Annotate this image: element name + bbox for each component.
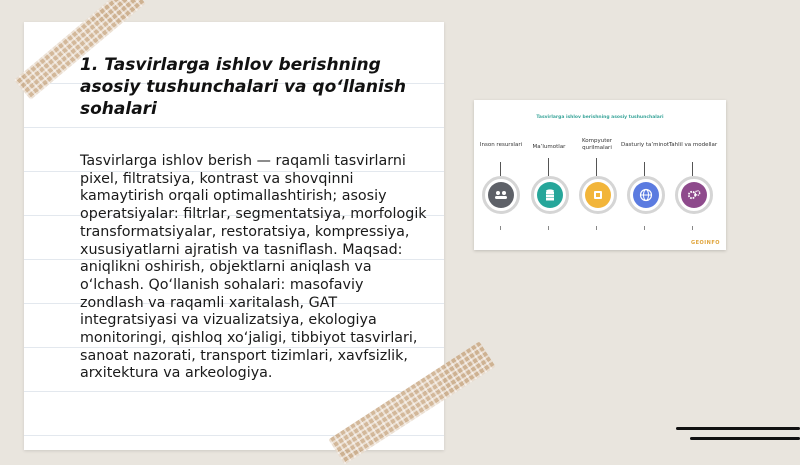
infographic-label-3: Kompyuter qurilmalari	[581, 138, 613, 151]
connector-line	[548, 158, 549, 176]
connector-line	[500, 162, 501, 176]
infographic-title: Tasvirlarga ishlov berishning asosiy tushunchalari	[536, 115, 664, 120]
chip-icon	[585, 182, 611, 208]
tick-mark	[644, 226, 645, 230]
decorative-stroke	[676, 427, 800, 430]
infographic-label-2: Ma’lumotlar	[532, 144, 566, 150]
connector-line	[596, 158, 597, 176]
database-icon	[537, 182, 563, 208]
connector-line	[692, 162, 693, 176]
brand-logo: GEOINFO	[691, 240, 720, 246]
people-icon	[488, 182, 514, 208]
connector-line	[644, 162, 645, 176]
infographic-label-1: Inson resurslari	[479, 142, 523, 148]
decorative-stroke	[690, 437, 800, 440]
gears-icon	[681, 182, 707, 208]
tick-mark	[596, 226, 597, 230]
tick-mark	[500, 226, 501, 230]
infographic-image	[474, 100, 726, 250]
infographic-label-5: Tahlil va modellar	[668, 142, 718, 148]
tick-mark	[548, 226, 549, 230]
slide-title: 1. Tasvirlarga ishlov berishning asosiy tushunchalari va qo‘llanish sohalari	[80, 55, 407, 119]
slide-body: Tasvirlarga ishlov berish — raqamli tasvirlarni pixel, filtratsiya, kontrast va shovqinni kamaytirish orqali optimallashtirish; asosiy operatsiyalar: filtrlar, segmentatsiya, morfologik transformatsiyalar, restoratsiya, kompressiya, xususiyatlarni ajratish va tasniflash. Maqsad: aniqlikni oshirish, objektlarni aniqlash va o‘lchash. Qo‘llanish sohalari: masofaviy zondlash va raqamli xaritalash, GAT integratsiyasi va vizualizatsiya, ekologiya monitoringi, qishloq xo‘jaligi, tibbiyot tasvirlari, sanoat nazorati, transport tizimlari, xavfsizlik, arxitektura va arkeologiya.	[80, 153, 427, 382]
infographic-label-4: Dasturiy ta’minot	[620, 142, 670, 148]
tick-mark	[692, 226, 693, 230]
globe-icon	[633, 182, 659, 208]
